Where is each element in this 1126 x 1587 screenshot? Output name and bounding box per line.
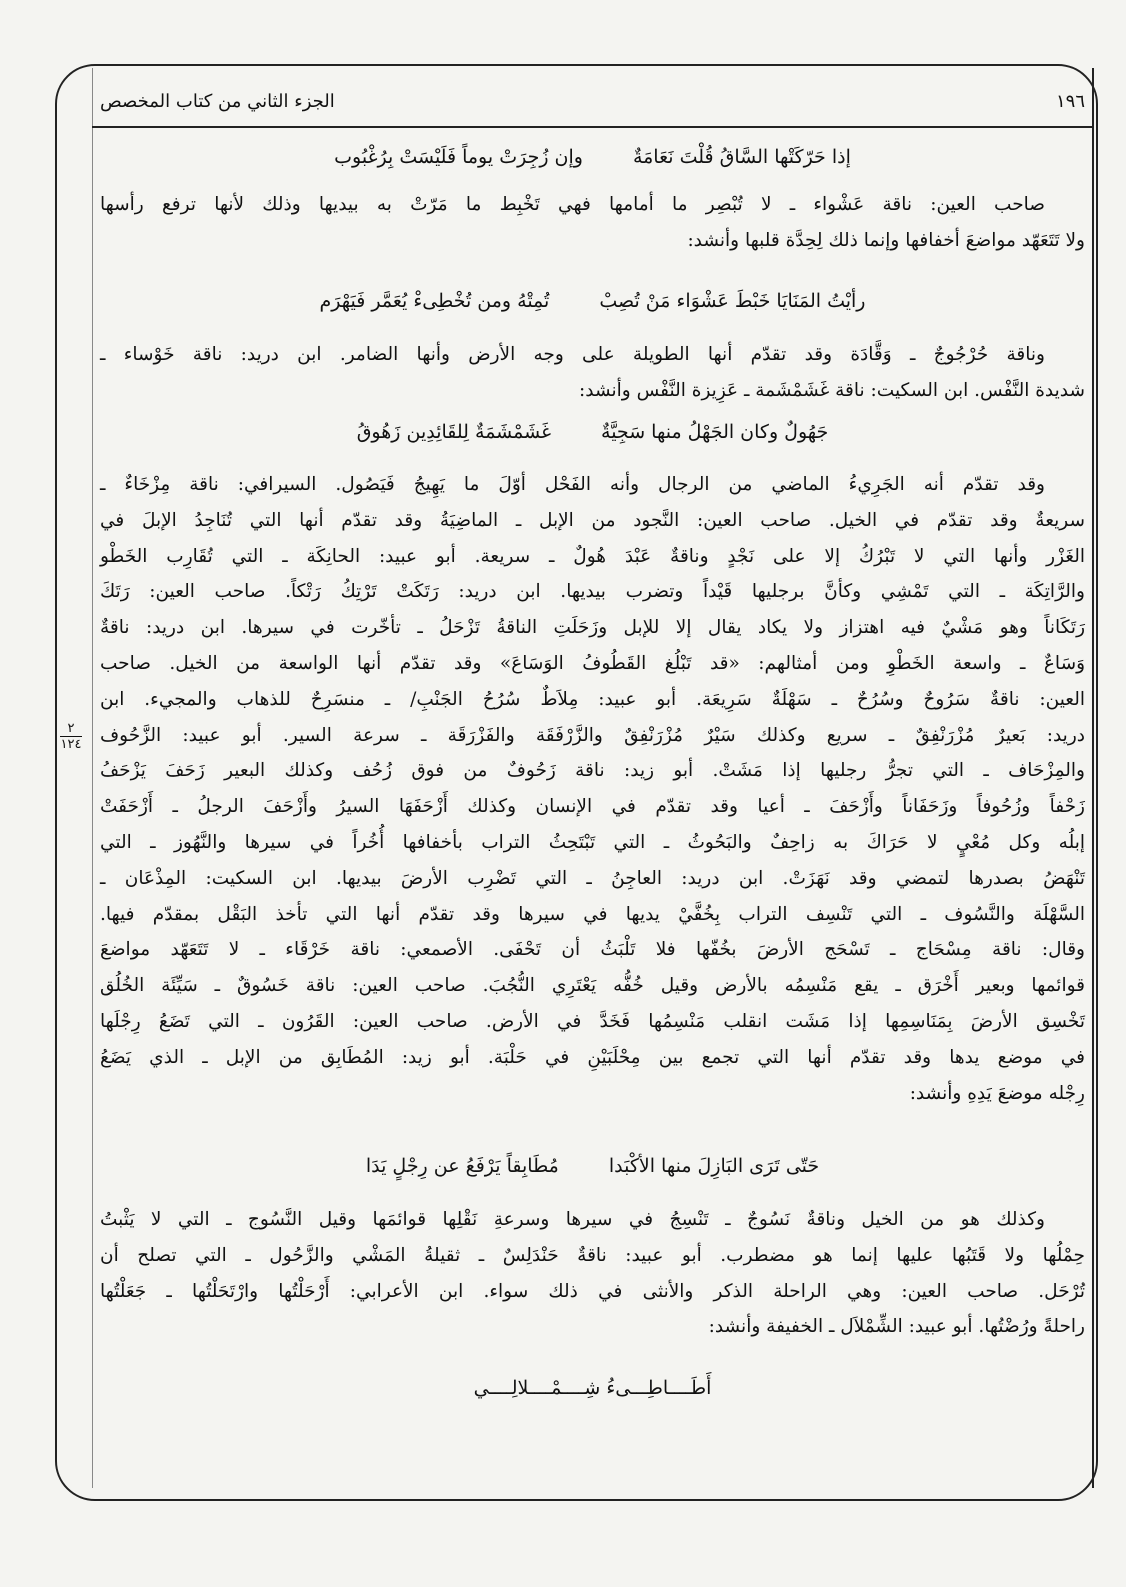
text-line: إبلُه وكل مُعْيٍ لا حَرَاكَ به زاحِفٌ والبَحُوثُ ـ التي تَبْتَحِثُ التراب بأخفافها أُخُراً في سيرها والنَّهُوز ـ التي xyxy=(100,831,1085,853)
text-line: رَتَكَاناً وهو مَشْيٌ فيه اهتزاز ولا يكاد يقال إلا للإبل وزَحَلَتِ الناقةُ تَزْحَلُ ـ تأخّرت في سيرها. ابن دريد: ناقةٌ xyxy=(100,617,1085,639)
text-line: وَسَاعٌ ـ واسعة الخَطْوِ ومن أمثالهم: «قد تَبْلُغ القَطُوفُ الوَسَاعَ» وقد تقدّم أنها الواسعة من الخيل. صاحب xyxy=(100,652,1085,674)
text-line: وقال: ناقة مِسْحَاج ـ تَسْحَج الأرضَ بخُفّها فلا تَلْبَثُ أن تَحْفَى. الأصمعي: ناقة خَرْقَاء ـ لا تَتَعَهّد مواضعَ xyxy=(100,939,1085,961)
paragraph xyxy=(100,467,1085,1111)
text-line: وناقة حُرْجُوجٌ ـ وَقَّادَة وقد تقدّم أنها الطويلة على وجه الأرض وأنها الضامر. ابن دريد: ناقة خَوْساء ـ xyxy=(100,344,1045,365)
margin-reference xyxy=(60,722,82,751)
text-line: دريد: بَعيرٌ مُزْرَنْفِقٌ ـ سريع وكذلك سَيْرٌ مُزْرَنْفِقٌ والزَّرْفَقَة والفَزْرَقَة ـ سرعة السير. أبو عبيد: الزَّحُوف xyxy=(100,724,1085,746)
header-rule xyxy=(92,126,1092,128)
verse xyxy=(100,421,1085,443)
verse-hemistich: إذا حَرّكَتْها السَّاقُ قُلْتَ نَعَامَةٌ xyxy=(632,146,851,168)
page-header xyxy=(100,86,1085,116)
paragraph xyxy=(100,337,1085,409)
text-line: قوائمها وبعير أَخْرَق ـ يقع مَنْسِمُه بالأرض وقيل خُفُّه يَعْتَرِي النُّجُبَ. صاحب العين: ناقة خَسُوقٌ ـ سَيِّئَة الخُلُق xyxy=(100,975,1085,997)
text-line: رِجْله موضعَ يَدِهِ وأنشد: xyxy=(909,1082,1085,1104)
verse-hemistich: جَهُولٌ وكان الجَهْلُ منها سَجِيَّةٌ xyxy=(601,421,829,443)
text-line: ولا تَتَعَهّد مواضعَ أخفافها وإنما ذلك لِحِدَّة قلبها وأنشد: xyxy=(687,229,1085,251)
text-line: صاحب العين: ناقة عَشْواء ـ لا تُبْصِر ما أمامها فهي تَخْبِط ما مَرّتْ به بيديها وذلك لأنها ترفع رأسها xyxy=(100,194,1045,215)
text-line: حِمْلُها ولا قَتَبُها عليها إنما هو مضطرب. أبو عبيد: ناقةٌ حَنْدَلِسٌ ـ ثقيلةُ المَشْي والزَّحُول ـ التي تصلح أن xyxy=(100,1244,1085,1266)
margin-ref-denominator: ١٢٤ xyxy=(60,737,82,752)
text-line: في موضع يدها وقد تقدّم أنها التي تجمع بين مِحْلَبَيْنِ في حَلْبَة. أبو زيد: المُطَابِق من الإبل ـ الذي يَضَعُ xyxy=(100,1046,1085,1068)
verse-hemistich: غَشَمْشَمَةٌ لِلقَائِدِين زَهُوقُ xyxy=(356,421,552,443)
margin-ref-numerator: ٢ xyxy=(67,721,75,736)
verse-hemistich: أَطَــــاطِـــىءُ شِــــمْــــلالِــــي xyxy=(473,1377,712,1399)
text-line: سريعةٌ وقد تقدّم في الخيل. صاحب العين: النَّجود من الإبل ـ الماضِيَةُ وقد تقدّم أنها التي تُنَاجِدُ الإبلَ في xyxy=(100,509,1085,531)
text-line: العين: ناقةٌ سَرُوحٌ وسُرُحٌ ـ سَهْلَةٌ سَرِيعَة. أبو عبيد: مِلاَطٌ سُرُحُ الجَنْبِ/ ـ منسَرِحٌ للذهاب والمجيء. ابن xyxy=(100,688,1085,710)
verse xyxy=(100,1377,1085,1399)
text-line: والرَّاتِكَة ـ التي تَمْشِي وكأنَّ برجليها قَيْداً وتضرب بيديها. ابن دريد: رَتَكَتْ تَرْتِكُ رَتْكاً. صاحب العين: رَتَكَ xyxy=(100,581,1085,603)
running-title: الجزء الثاني من كتاب المخصص xyxy=(100,90,335,112)
verse-hemistich: وإن زُجِرَتْ يوماً فَلَيْسَتْ بِرُغْبُوب xyxy=(334,146,583,168)
text-line: والمِزْحَاف ـ التي تجرُّ رجليها إذا مَشَتْ. أبو زيد: ناقة زَحُوفٌ من فوق زُحُف وكذلك البعير زَحَفَ يَزْحَفُ xyxy=(100,760,1085,782)
verse-hemistich: تُمِتْهُ ومن تُخْطِىءْ يُعَمَّر فَيَهْرَم xyxy=(319,290,550,312)
text-line: وقد تقدّم أنه الجَرِيءُ الماضي من الرجال وأنه الفَحْل أوّلَ ما يَهِيجُ فَيَصُول. السيرافي: ناقة مِزْخَاءٌ ـ xyxy=(100,474,1045,495)
text-line: راحلةً ورُضْتُها. أبو عبيد: الشِّمْلاَل ـ الخفيفة وأنشد: xyxy=(708,1316,1085,1338)
text-line: تَنْهَضُ بصدرها لتمضي وقد نَهَزَتْ. ابن دريد: العاجِنُ ـ التي تَضْرِب الأرضَ بيديها. ابن السكيت: المِذْعَان ـ xyxy=(100,867,1085,889)
verse xyxy=(100,290,1085,312)
verse-hemistich: حَتّى تَرَى البَازِلَ منها الأكْبَدا xyxy=(608,1155,820,1177)
verse xyxy=(100,146,1085,168)
page-number: ١٩٦ xyxy=(1055,90,1085,112)
text-line: تَخْسِق الأرضَ بِمَنَاسِمِها إذا مَشَت انقلب مَنْسِمُها فَخَدَّ في الأرض. صاحب العين: القَرُون ـ التي تَضَعُ رِجْلَها xyxy=(100,1010,1085,1032)
verse-hemistich: مُطَابِقاً يَرْفَعُ عن رِجْلٍ يَدَا xyxy=(365,1155,559,1177)
verse-hemistich: رأيْتُ المَنَايَا خَبْطَ عَشْوَاء مَنْ تُصِبْ xyxy=(599,290,866,312)
text-line: وكذلك هو من الخيل وناقةٌ نَسُوجٌ ـ تَنْسِجُ في سيرها وسرعةِ نَقْلِها قوائمَها وقيل النَّسُوج ـ التي لا يَثْبتُ xyxy=(100,1209,1045,1230)
text-line: الغَزْر وأنها التي لا تَبْرُكُ إلا على نَجْدٍ وناقةٌ عَبْدَ هُولٌ ـ سريعة. أبو عبيد: الحانِكَة ـ التي تُقَارِب الخَطْو xyxy=(100,545,1085,567)
paragraph xyxy=(100,1202,1085,1345)
text-line: تُرْحَل. صاحب العين: وهي الراحلة الذكر والأنثى في ذلك سواء. ابن الأعرابي: أَرْحَلْتُها وارْتَحَلْتُها ـ جَعَلْتُها xyxy=(100,1280,1085,1302)
paragraph xyxy=(100,187,1085,259)
text-line: شديدة النَّفْس. ابن السكيت: ناقة غَشَمْشَمة ـ عَزِيزة النَّفْس وأنشد: xyxy=(579,379,1085,401)
verse xyxy=(100,1155,1085,1177)
text-line: زَحْفاً وزُحُوفاً وزَحَفَاناً وأَزْحَفَ ـ أعيا وقد تقدّم في الإنسان وكذلك أَزْحَفَهَا السيرُ وأَزْحَفَ الرجلُ ـ أَزْحَفَتْ xyxy=(100,796,1085,818)
text-line: السَّهْلَة والنَّسُوف ـ التي تَنْسِف التراب بِخُفَّيْ يديها في سيرها وقد تقدّم أنها التي تأخذ البَقْل بمقدّم فيها. xyxy=(100,903,1085,925)
